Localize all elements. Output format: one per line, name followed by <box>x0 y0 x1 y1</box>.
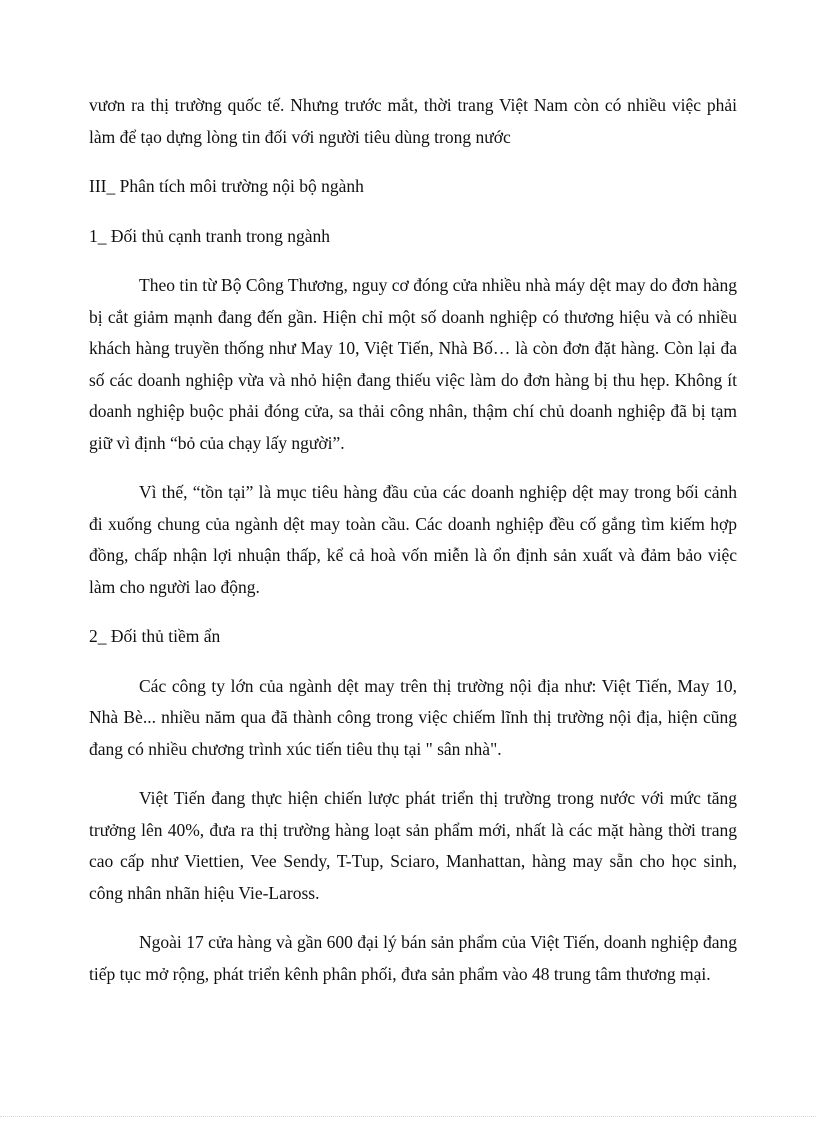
section-heading: III_ Phân tích môi trường nội bộ ngành <box>89 176 364 196</box>
subsection-heading-potential-competitors: 2_ Đối thủ tiềm ẩn <box>89 626 221 646</box>
paragraph: Vì thế, “tồn tại” là mục tiêu hàng đầu của các doanh nghiệp dệt may trong bối cảnh đi xuống chung của ngành dệt may toàn cầu. Các doanh nghiệp đều cố gắng tìm kiếm hợp đồng, chấp nhận lợi nhuận thấp, kể cả hoà vốn miễn là ổn định sản xuất và đảm bảo việc làm cho người lao động. <box>89 482 737 597</box>
paragraph: Các công ty lớn của ngành dệt may trên thị trường nội địa như: Việt Tiến, May 10, Nhà Bè... nhiều năm qua đã thành công trong việc chiếm lĩnh thị trường nội địa, hiện cũng đang có nhiều chương trình xúc tiến tiêu thụ tại " sân nhà". <box>89 675 737 759</box>
page-bottom-border <box>0 1116 816 1117</box>
intro-paragraph: vươn ra thị trường quốc tế. Nhưng trước mắt, thời trang Việt Nam còn có nhiều việc phải làm để tạo dựng lòng tin đối với người tiêu dùng trong nước <box>89 95 737 147</box>
paragraph: Theo tin từ Bộ Công Thương, nguy cơ đóng cửa nhiều nhà máy dệt may do đơn hàng bị cắt giảm mạnh đang đến gần. Hiện chỉ một số doanh nghiệp có thương hiệu và có nhiều khách hàng truyền thống như May 10, Việt Tiến, Nhà Bố… là còn đơn đặt hàng. Còn lại đa số các doanh nghiệp vừa và nhỏ hiện đang thiếu việc làm do đơn hàng bị thu hẹp. Không ít doanh nghiệp buộc phải đóng cửa, sa thải công nhân, thậm chí chủ doanh nghiệp đã bị tạm giữ vì định “bỏ của chạy lấy người”. <box>89 275 737 453</box>
document-body <box>89 90 737 990</box>
paragraph: Việt Tiến đang thực hiện chiến lược phát triển thị trường trong nước với mức tăng trưởng lên 40%, đưa ra thị trường hàng loạt sản phẩm mới, nhất là các mặt hàng thời trang cao cấp như Viettien, Vee Sendy, T-Tup, Sciaro, Manhattan, hàng may sẵn cho học sinh, công nhân nhãn hiệu Vie-Laross. <box>89 788 737 903</box>
paragraph: Ngoài 17 cửa hàng và gần 600 đại lý bán sản phẩm của Việt Tiến, doanh nghiệp đang tiếp tục mở rộng, phát triển kênh phân phối, đưa sản phẩm vào 48 trung tâm thương mại. <box>89 932 737 984</box>
subsection-heading-competitors: 1_ Đối thủ cạnh tranh trong ngành <box>89 225 331 246</box>
